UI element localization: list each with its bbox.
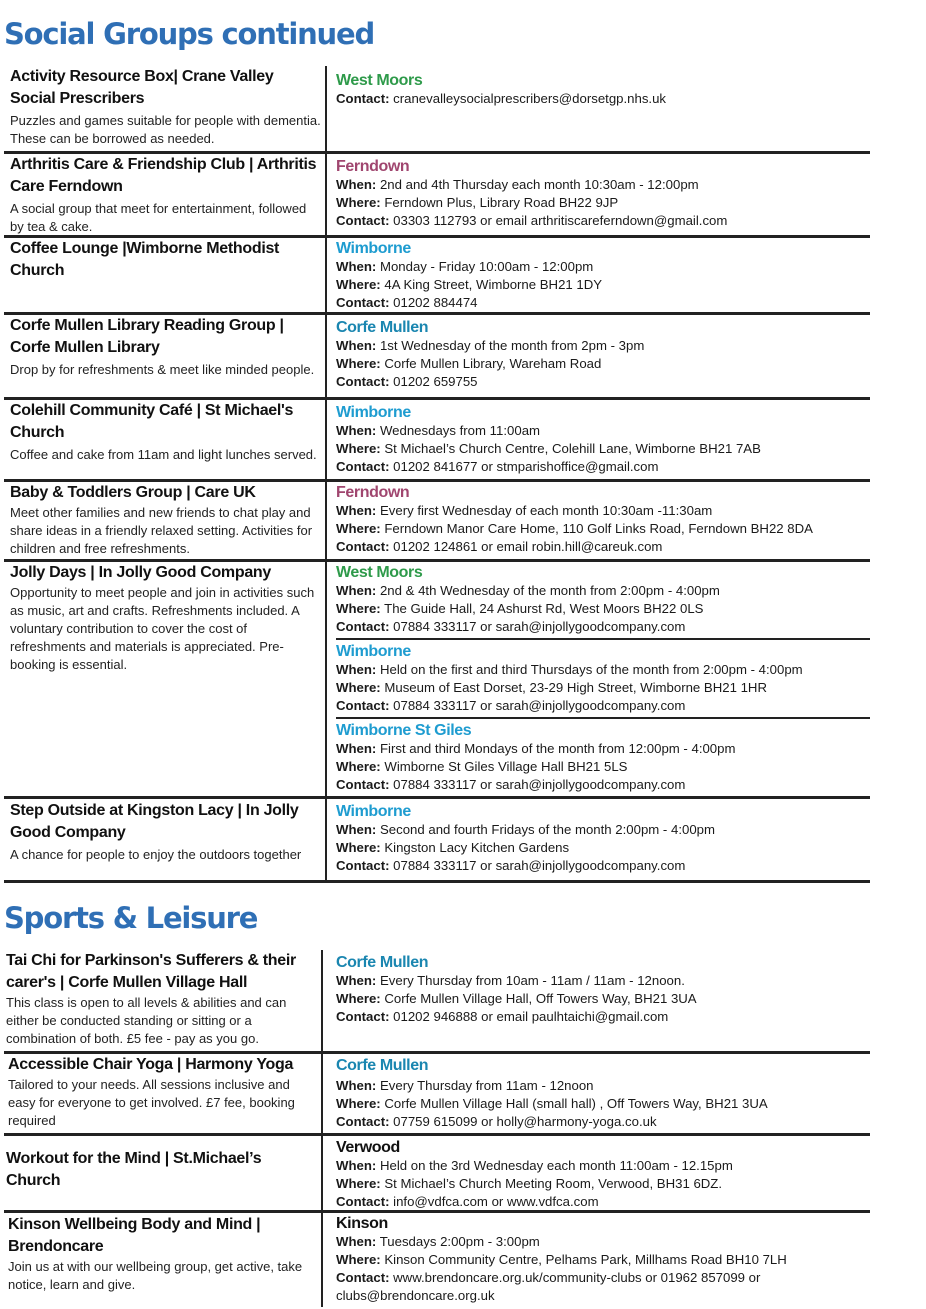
where-value: Corfe Mullen Village Hall, Off Towers Way, BH21 3UA	[384, 991, 697, 1006]
group-description-cell	[8, 1213, 320, 1307]
venue-name: Wimborne St Giles	[336, 722, 472, 739]
contact-line	[336, 1193, 870, 1211]
table-row	[4, 400, 870, 482]
contact-value: 01202 659755	[393, 374, 478, 389]
venue-name: Wimborne	[336, 404, 411, 421]
where-line	[336, 679, 870, 697]
contact-line	[336, 294, 870, 312]
where-label: Where:	[336, 441, 381, 456]
location-block	[336, 562, 870, 640]
contact-label: Contact:	[336, 858, 390, 873]
group-description: Meet other families and new friends to chat play and share ideas in a friendly relaxed setting. Activities for children and free refreshments.	[10, 505, 313, 556]
group-description-cell	[6, 1136, 318, 1210]
when-label: When:	[336, 503, 377, 518]
contact-label: Contact:	[336, 1270, 390, 1285]
contact-value: 01202 884474	[393, 295, 478, 310]
when-label: When:	[336, 177, 377, 192]
group-description-cell	[10, 238, 322, 312]
contact-value: 07884 333117 or sarah@injollygoodcompany.com	[393, 619, 686, 634]
contact-line	[336, 373, 870, 391]
where-line	[336, 355, 870, 373]
table-row	[4, 238, 870, 315]
contact-label: Contact:	[336, 459, 390, 474]
contact-label: Contact:	[336, 1194, 390, 1209]
contact-value: 07884 333117 or sarah@injollygoodcompany.com	[393, 698, 686, 713]
where-value: Kingston Lacy Kitchen Gardens	[384, 840, 570, 855]
group-description-cell	[10, 154, 322, 235]
contact-label: Contact:	[336, 777, 390, 792]
where-value: 4A King Street, Wimborne BH21 1DY	[384, 277, 603, 292]
when-line	[336, 1233, 870, 1251]
where-line	[336, 990, 870, 1008]
when-line	[336, 661, 870, 679]
when-value: Held on the first and third Thursdays of the month from 2:00pm - 4:00pm	[379, 662, 803, 677]
where-label: Where:	[336, 991, 381, 1006]
when-line	[336, 258, 870, 276]
where-line	[336, 1251, 870, 1269]
where-line	[336, 194, 870, 212]
where-label: Where:	[336, 759, 381, 774]
group-details-cell	[336, 482, 870, 559]
contact-line	[336, 776, 870, 794]
when-label: When:	[336, 973, 377, 988]
group-description-cell	[10, 315, 322, 397]
when-line	[336, 821, 870, 839]
when-value: 2nd & 4th Wednesday of the month from 2:00pm - 4:00pm	[379, 583, 720, 598]
where-value: Kinson Community Centre, Pelhams Park, Millhams Road BH10 7LH	[384, 1252, 787, 1267]
group-details-cell	[336, 562, 870, 796]
where-value: Wimborne St Giles Village Hall BH21 5LS	[384, 759, 628, 774]
where-label: Where:	[336, 601, 381, 616]
group-description: A social group that meet for entertainment, followed by tea & cake.	[10, 201, 307, 234]
group-description-cell	[8, 1054, 320, 1133]
contact-label: Contact:	[336, 1009, 390, 1024]
sports-leisure-table	[4, 950, 870, 1307]
when-line	[336, 740, 870, 758]
column-divider	[321, 1136, 323, 1210]
where-label: Where:	[336, 356, 381, 371]
contact-line	[336, 458, 870, 476]
where-line	[336, 1175, 870, 1193]
when-line	[336, 176, 870, 194]
where-label: Where:	[336, 840, 381, 855]
group-details-cell	[336, 315, 870, 397]
where-label: Where:	[336, 195, 381, 210]
contact-value: cranevalleysocialprescribers@dorsetgp.nhs.uk	[393, 91, 667, 106]
contact-label: Contact:	[336, 374, 390, 389]
group-name: Colehill Community Café | St Michael's Church	[10, 402, 294, 441]
column-divider	[325, 562, 327, 796]
social-groups-table	[4, 66, 870, 883]
location-block	[336, 719, 870, 796]
group-details-cell	[336, 799, 870, 880]
table-row	[4, 482, 870, 562]
where-line	[336, 600, 870, 618]
column-divider	[325, 400, 327, 479]
venue-name: Ferndown	[336, 484, 410, 501]
when-line	[336, 1157, 870, 1175]
group-description: A chance for people to enjoy the outdoors together	[10, 847, 302, 862]
contact-line	[336, 90, 870, 108]
when-value: Every Thursday from 11am - 12noon	[379, 1078, 594, 1093]
where-label: Where:	[336, 1252, 381, 1267]
when-line	[336, 1077, 870, 1095]
when-value: Held on the 3rd Wednesday each month 11:00am - 12.15pm	[379, 1158, 733, 1173]
where-line	[336, 839, 870, 857]
venue-name: West Moors	[336, 72, 423, 89]
group-description-cell	[10, 799, 322, 880]
group-details-cell	[336, 400, 870, 479]
when-line	[336, 422, 870, 440]
group-description-cell	[10, 66, 322, 151]
when-label: When:	[336, 822, 377, 837]
table-row	[4, 154, 870, 238]
when-line	[336, 972, 870, 990]
column-divider	[325, 482, 327, 559]
section-title-sports-leisure: Sports & Leisure	[4, 901, 258, 935]
when-line	[336, 502, 870, 520]
location-block	[336, 640, 870, 719]
where-label: Where:	[336, 1176, 381, 1191]
group-name: Workout for the Mind | St.Michael’s Church	[6, 1150, 262, 1189]
venue-name: Ferndown	[336, 158, 410, 175]
contact-label: Contact:	[336, 698, 390, 713]
venue-name: Wimborne	[336, 240, 411, 257]
contact-value: 01202 841677 or stmparishoffice@gmail.com	[393, 459, 659, 474]
group-name: Kinson Wellbeing Body and Mind | Brendoncare	[8, 1216, 261, 1255]
when-value: Second and fourth Fridays of the month 2:00pm - 4:00pm	[379, 822, 715, 837]
table-row	[4, 950, 870, 1054]
column-divider	[321, 950, 323, 1051]
group-details-cell	[336, 1136, 870, 1210]
contact-line	[336, 618, 870, 636]
where-value: Corfe Mullen Library, Wareham Road	[384, 356, 602, 371]
venue-name: Kinson	[336, 1215, 388, 1232]
group-description: Tailored to your needs. All sessions inclusive and easy for everyone to get involved. £7 fee, booking required	[8, 1077, 295, 1128]
venue-name: Verwood	[336, 1139, 400, 1156]
contact-label: Contact:	[336, 295, 390, 310]
table-row	[4, 1213, 870, 1307]
contact-value: info@vdfca.com or www.vdfca.com	[393, 1194, 599, 1209]
contact-value: 01202 124861 or email robin.hill@careuk.com	[393, 539, 663, 554]
group-description: Puzzles and games suitable for people with dementia. These can be borrowed as needed.	[10, 113, 321, 146]
group-description: This class is open to all levels & abilities and can either be conducted standing or sitting or a combination of both. £5 fee - pay as you go.	[6, 995, 287, 1046]
group-description: Drop by for refreshments & meet like minded people.	[10, 362, 315, 377]
contact-line	[336, 857, 870, 875]
when-label: When:	[336, 1158, 377, 1173]
venue-name: Wimborne	[336, 643, 411, 660]
where-value: Corfe Mullen Village Hall (small hall) , Off Towers Way, BH21 3UA	[384, 1096, 768, 1111]
contact-line	[336, 1008, 870, 1026]
where-value: Ferndown Plus, Library Road BH22 9JP	[384, 195, 619, 210]
venue-name: Wimborne	[336, 803, 411, 820]
contact-label: Contact:	[336, 213, 390, 228]
where-label: Where:	[336, 1096, 381, 1111]
where-label: Where:	[336, 521, 381, 536]
column-divider	[325, 154, 327, 235]
contact-line	[336, 697, 870, 715]
where-line	[336, 440, 870, 458]
when-label: When:	[336, 423, 377, 438]
venue-name: Corfe Mullen	[336, 319, 429, 336]
contact-label: Contact:	[336, 539, 390, 554]
where-label: Where:	[336, 277, 381, 292]
when-value: Wednesdays from 11:00am	[379, 423, 541, 438]
group-name: Accessible Chair Yoga | Harmony Yoga	[8, 1056, 294, 1073]
where-value: The Guide Hall, 24 Ashurst Rd, West Moors BH22 0LS	[384, 601, 704, 616]
group-description-cell	[6, 950, 318, 1051]
contact-line	[336, 212, 870, 230]
contact-value: 07884 333117 or sarah@injollygoodcompany.com	[393, 858, 686, 873]
group-details-cell	[336, 154, 870, 235]
venue-name: Corfe Mullen	[336, 1057, 429, 1074]
contact-value: 01202 946888 or email paulhtaichi@gmail.com	[393, 1009, 669, 1024]
table-row	[4, 1136, 870, 1213]
group-details-cell	[336, 66, 870, 151]
contact-label: Contact:	[336, 1114, 390, 1129]
when-line	[336, 582, 870, 600]
where-value: St Michael’s Church Centre, Colehill Lane, Wimborne BH21 7AB	[384, 441, 761, 456]
when-value: Monday - Friday 10:00am - 12:00pm	[379, 259, 594, 274]
where-line	[336, 1095, 870, 1113]
group-details-cell	[336, 950, 870, 1051]
contact-line	[336, 1113, 870, 1131]
where-line	[336, 520, 870, 538]
when-value: First and third Mondays of the month from 12:00pm - 4:00pm	[379, 741, 736, 756]
contact-value: 07884 333117 or sarah@injollygoodcompany.com	[393, 777, 686, 792]
when-line	[336, 337, 870, 355]
column-divider	[325, 66, 327, 151]
where-line	[336, 276, 870, 294]
contact-value: www.brendoncare.org.uk/community-clubs or 01962 857099 or clubs@brendoncare.org.uk	[336, 1270, 761, 1303]
contact-line	[336, 1269, 806, 1305]
group-description-cell	[10, 562, 322, 796]
venue-name: Corfe Mullen	[336, 954, 429, 971]
venue-name: West Moors	[336, 564, 423, 581]
where-label: Where:	[336, 680, 381, 695]
contact-label: Contact:	[336, 619, 390, 634]
when-label: When:	[336, 338, 377, 353]
when-value: 1st Wednesday of the month from 2pm - 3pm	[379, 338, 645, 353]
group-name: Baby & Toddlers Group | Care UK	[10, 484, 256, 501]
group-details-cell	[336, 238, 870, 312]
group-name: Arthritis Care & Friendship Club | Arthritis Care Ferndown	[10, 156, 317, 195]
when-label: When:	[336, 741, 377, 756]
group-name: Corfe Mullen Library Reading Group | Corfe Mullen Library	[10, 317, 284, 356]
when-label: When:	[336, 259, 377, 274]
table-row	[4, 562, 870, 799]
when-label: When:	[336, 1078, 377, 1093]
group-description: Opportunity to meet people and join in activities such as music, art and crafts. Refreshments included. A voluntary contribution to cover the cost of refreshments and materials is appreciated. Pre-booking is essential.	[10, 585, 315, 672]
group-name: Tai Chi for Parkinson's Sufferers & their carer's | Corfe Mullen Village Hall	[6, 952, 296, 991]
group-description-cell	[10, 482, 322, 559]
group-details-cell	[336, 1213, 870, 1307]
group-details-cell	[336, 1054, 870, 1133]
where-value: Ferndown Manor Care Home, 110 Golf Links Road, Ferndown BH22 8DA	[384, 521, 813, 536]
group-description-cell	[10, 400, 322, 479]
when-label: When:	[336, 662, 377, 677]
column-divider	[321, 1054, 323, 1133]
when-value: Tuesdays 2:00pm - 3:00pm	[379, 1234, 540, 1249]
contact-line	[336, 538, 870, 556]
group-name: Jolly Days | In Jolly Good Company	[10, 564, 272, 581]
contact-value: 03303 112793 or email arthritiscareferndown@gmail.com	[393, 213, 728, 228]
column-divider	[325, 799, 327, 880]
table-row	[4, 315, 870, 400]
table-row	[4, 66, 870, 154]
where-value: Museum of East Dorset, 23-29 High Street, Wimborne BH21 1HR	[384, 680, 767, 695]
contact-value: 07759 615099 or holly@harmony-yoga.co.uk	[393, 1114, 657, 1129]
table-row	[4, 1054, 870, 1136]
column-divider	[325, 238, 327, 312]
group-name: Step Outside at Kingston Lacy | In Jolly Good Company	[10, 802, 299, 841]
table-row	[4, 799, 870, 883]
when-value: Every first Wednesday of each month 10:30am -11:30am	[379, 503, 713, 518]
column-divider	[325, 315, 327, 397]
contact-label: Contact:	[336, 91, 390, 106]
when-label: When:	[336, 583, 377, 598]
group-description: Join us at with our wellbeing group, get active, take notice, learn and give.	[8, 1259, 303, 1292]
when-value: Every Thursday from 10am - 11am / 11am - 12noon.	[379, 973, 685, 988]
group-description: Coffee and cake from 11am and light lunches served.	[10, 447, 317, 462]
where-value: St Michael’s Church Meeting Room, Verwood, BH31 6DZ.	[384, 1176, 723, 1191]
group-name: Activity Resource Box| Crane Valley Social Prescribers	[10, 68, 274, 107]
where-line	[336, 758, 870, 776]
when-label: When:	[336, 1234, 377, 1249]
column-divider	[321, 1213, 323, 1307]
section-title-social-groups: Social Groups continued	[4, 17, 375, 51]
when-value: 2nd and 4th Thursday each month 10:30am - 12:00pm	[379, 177, 699, 192]
group-name: Coffee Lounge |Wimborne Methodist Church	[10, 240, 280, 279]
